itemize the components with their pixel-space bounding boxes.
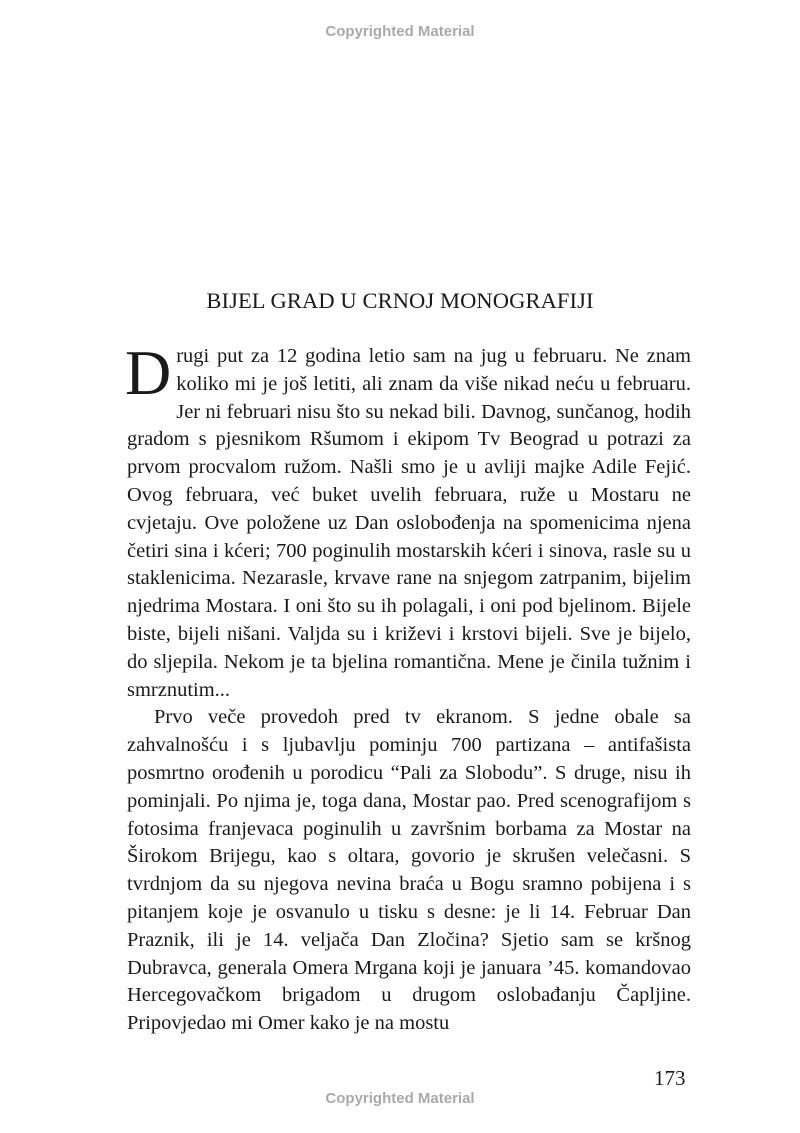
watermark-top: Copyrighted Material: [325, 23, 475, 40]
paragraph-1-text: rugi put za 12 godina letio sam na jug u februaru. Ne znam koliko mi je još letiti, ali znam da više nikad neću u februaru. Jer ni februari nisu što su nekad bili. Davnog, sunčanog, hodih gradom s pjesnikom Ršumom i ekipom Tv Beograd u potrazi za prvom procvalom ružom. Našli smo je u avliji majke Adile Fejić. Ovog februara, već buket uvelih februara, ruže u Mostaru ne cvjetaju. Ove položene uz Dan oslobođenja na spomenicima njena četiri sina i kćeri; 700 poginulih mostarskih kćeri i sinova, rasle su u staklenicima. Nezarasle, krvave rane na snjegom zatrpanim, bijelim njedrima Mostara. I oni što su ih polagali, i oni pod bjelinom. Bijele biste, bijeli nišani. Valjda su i križevi i krstovi bijeli. Sve je bijelo, do sljepila. Nekom je ta bjelina romantična. Mene je činila tužnim i smrznutim...: [127, 345, 691, 701]
watermark-bottom: Copyrighted Material: [325, 1090, 475, 1107]
body-text: [125, 337, 691, 1038]
drop-cap: D: [125, 337, 172, 408]
chapter-title: BIJEL GRAD U CRNOJ MONOGRAFIJI: [206, 288, 594, 313]
paragraph-1: [125, 337, 691, 704]
paragraph-2: Prvo veče provedoh pred tv ekranom. S jedne obale sa zahvalnošću i s ljubavlju pominju 700 partizana – antifašista posmrtno orođenih u porodicu “Pali za Slobodu”. S druge, nisu ih pominjali. Po njima je, toga dana, Mostar pao. Pred scenografijom s fotosima franjevaca poginulih u završnim borbama za Mostar na Širokom Brijegu, kao s oltara, govorio je skrušen velečasni. S tvrdnjom da su njegova nevina braća u Bogu sramno pobijena i s pitanjem koje je osvanulo u tisku s desne: je li 14. Februar Dan Praznik, ili je 14. veljača Dan Zločina? Sjetio sam se kršnog Dubravca, generala Omera Mrgana koji je januara ’45. komandovao Hercegovačkom brigadom u drugom oslobađanju Čapljine. Pripovjedao mi Omer kako je na mostu: [127, 706, 691, 1035]
page-number: 173: [654, 1066, 686, 1090]
